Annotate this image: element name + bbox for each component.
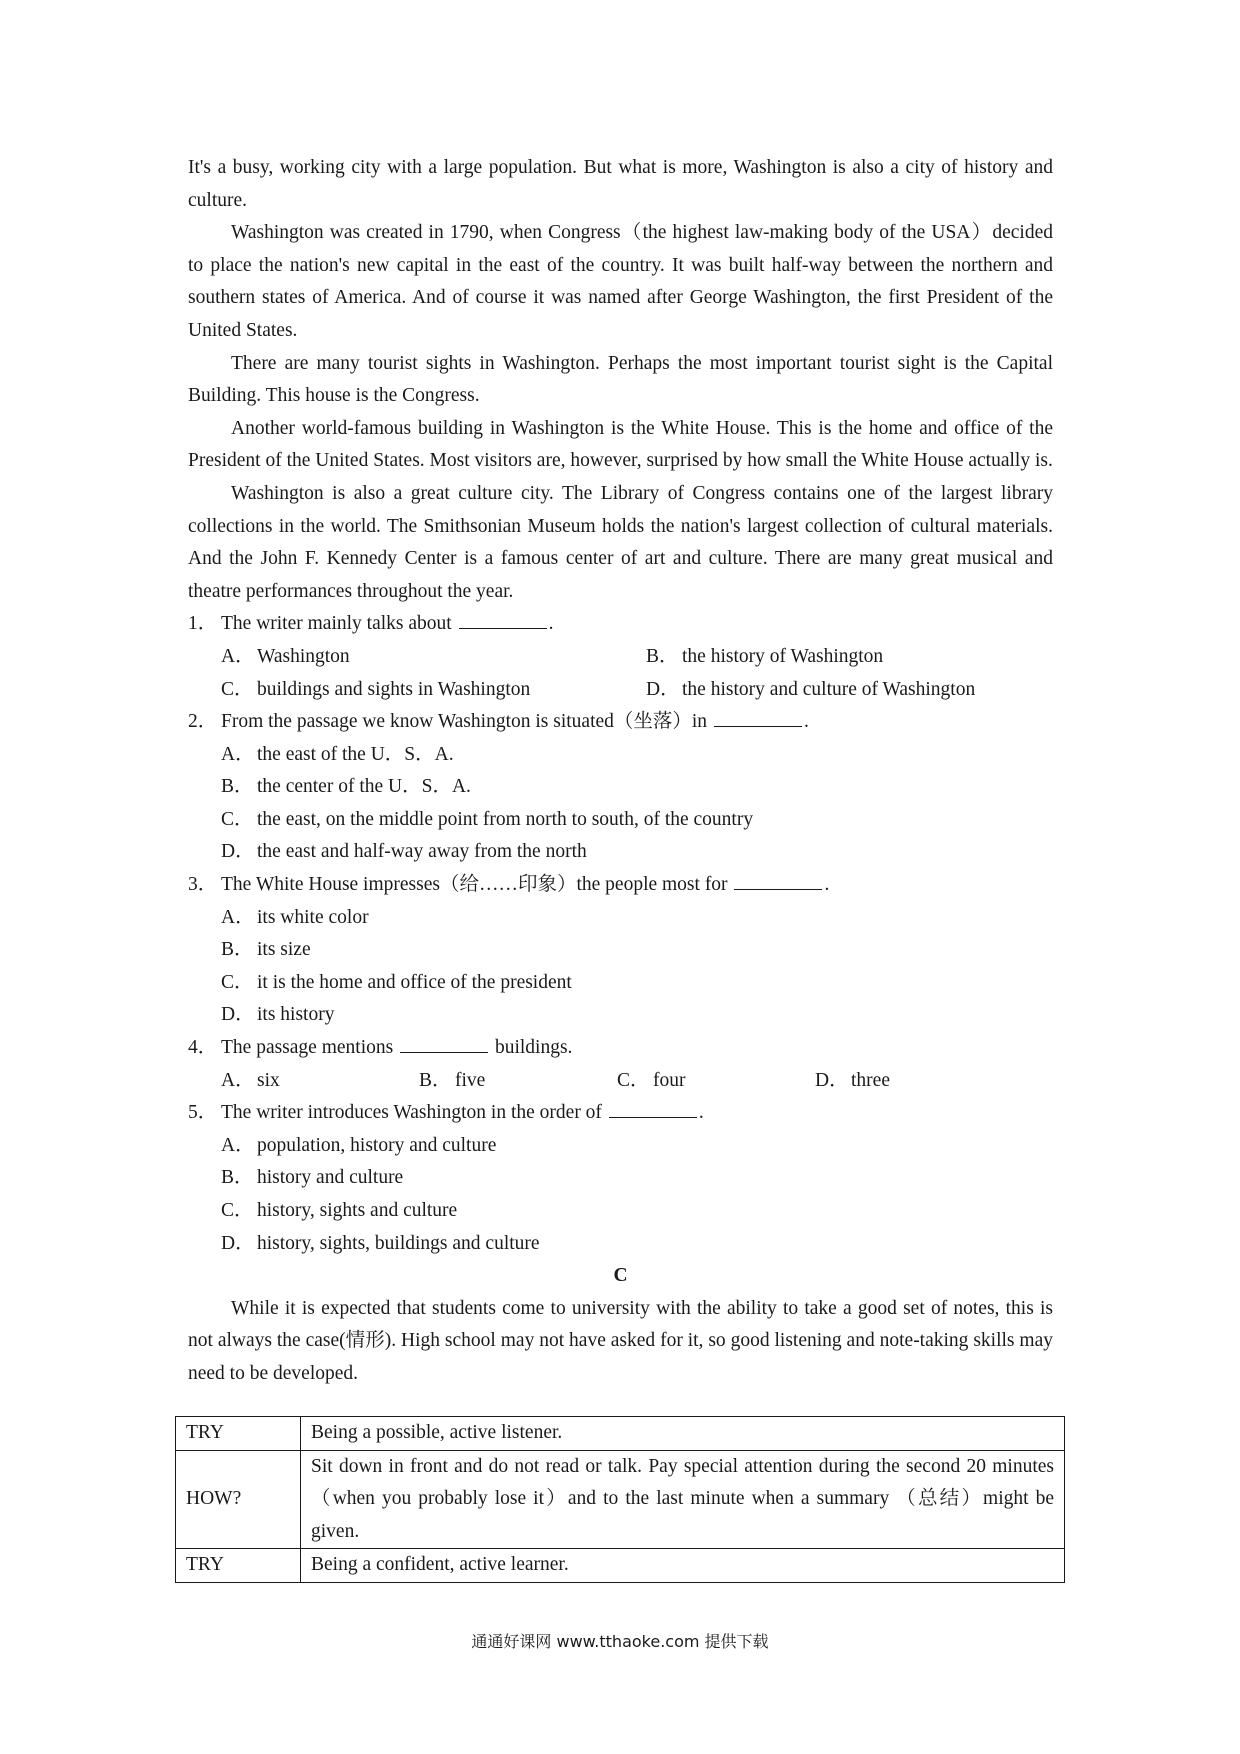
option-text: the history of Washington <box>682 645 884 667</box>
option-text: its history <box>257 1004 335 1026</box>
paragraph: There are many tourist sights in Washington. Perhaps the most important tourist sight is the Capital Building. This house is the Congress. <box>188 352 1053 407</box>
option-letter: D． <box>815 1069 849 1091</box>
question-number: 3． <box>188 874 218 896</box>
answer-blank <box>609 1099 697 1118</box>
question-1 <box>188 608 1053 641</box>
paragraph: Washington is also a great culture city. The Library of Congress contains one of the largest library collections in the world. The Smithsonian Museum holds the nation's largest collection of cultural materials. And the John F. Kennedy Center is a famous center of art and culture. There are many great musical and theatre performances throughout the year. <box>188 482 1053 602</box>
question-2 <box>188 706 1053 739</box>
option-letter: B． <box>419 1069 452 1091</box>
option-row <box>188 641 1053 674</box>
table-value: Being a possible, active listener. <box>301 1417 1065 1451</box>
option <box>188 804 1053 837</box>
option-text: its size <box>257 939 311 961</box>
option <box>188 1130 1053 1163</box>
answer-blank <box>459 610 547 629</box>
option <box>188 967 1053 1000</box>
option <box>188 771 1053 804</box>
option-letter: B． <box>221 776 254 798</box>
question-end: . <box>548 613 554 635</box>
option <box>188 934 1053 967</box>
option-text: buildings and sights in Washington <box>257 678 531 700</box>
option-text: history and culture <box>257 1167 404 1189</box>
option-letter: C． <box>221 971 254 993</box>
option <box>188 1195 1053 1228</box>
answer-blank <box>714 708 802 727</box>
table-key: TRY <box>176 1417 301 1451</box>
question-5 <box>188 1097 1053 1130</box>
paragraph: Washington was created in 1790, when Congress（the highest law-making body of the USA）decided to place the nation's new capital in the east of the country. It was built half-way between the northern and southern states of America. And of course it was named after George Washington, the first President of the United States. <box>188 222 1053 341</box>
option-letter: C． <box>221 1200 254 1221</box>
option-letter: C． <box>221 678 254 700</box>
option-letter: A． <box>221 906 255 928</box>
question-number: 1． <box>188 613 218 635</box>
table-key: TRY <box>176 1549 301 1583</box>
option-text: the history and culture of Washington <box>682 678 976 700</box>
option-text: history, sights and culture <box>257 1200 458 1221</box>
tips-table <box>175 1416 1065 1583</box>
question-text: The White House impresses（给……印象）the people most for <box>221 874 728 896</box>
question-number: 5． <box>188 1102 218 1124</box>
option-letter: D． <box>646 678 680 700</box>
option-text: it is the home and office of the president <box>257 971 572 993</box>
option-text: four <box>653 1069 686 1091</box>
option-letter: D． <box>221 1232 255 1254</box>
option-text: the east of the U．S．A. <box>257 743 454 765</box>
option-text: history, sights, buildings and culture <box>257 1232 540 1254</box>
table-row <box>176 1549 1065 1583</box>
question-3 <box>188 869 1053 902</box>
question-end: . <box>803 711 809 733</box>
option-letter: A． <box>221 1134 255 1156</box>
option-letter: C． <box>617 1069 650 1091</box>
table-value: Sit down in front and do not read or talk. Pay special attention during the second 20 minutes（when you probably lose it）and to the last minute when a summary （总结）might be given. <box>301 1450 1065 1549</box>
question-end: . <box>824 874 830 896</box>
table-value: Being a confident, active learner. <box>301 1549 1065 1583</box>
option-text: six <box>257 1069 280 1091</box>
option <box>188 1162 1053 1195</box>
option <box>188 902 1053 935</box>
option <box>188 999 1053 1032</box>
option-row <box>188 1065 1053 1098</box>
option <box>188 1228 1053 1261</box>
option-text: five <box>455 1069 486 1091</box>
question-text: From the passage we know Washington is situated（坐落）in <box>221 711 708 733</box>
option-text: the center of the U．S．A. <box>257 776 471 798</box>
answer-blank <box>400 1034 488 1053</box>
option-letter: B． <box>221 1167 254 1189</box>
paragraph: It's a busy, working city with a large population. But what is more, Washington is also a city of history and culture. <box>188 157 1053 211</box>
option-text: the east and half-way away from the north <box>257 841 587 863</box>
option-row <box>188 674 1053 707</box>
option-letter: A． <box>221 645 255 667</box>
option <box>188 739 1053 772</box>
paragraph: While it is expected that students come to university with the ability to take a good set of notes, this is not always the case(情形). High school may not have asked for it, so good listening and note-taking skills may need to be developed. <box>188 1297 1053 1384</box>
question-text: The passage mentions <box>221 1037 394 1059</box>
question-number: 4． <box>188 1037 218 1059</box>
option-letter: C． <box>221 808 254 830</box>
option-text: Washington <box>257 645 350 667</box>
question-number: 2． <box>188 711 218 733</box>
paragraph: Another world-famous building in Washington is the White House. This is the home and office of the President of the United States. Most visitors are, however, surprised by how small the White House actually is. <box>188 417 1053 472</box>
table-row <box>176 1450 1065 1549</box>
option-letter: B． <box>221 939 254 961</box>
table-row <box>176 1417 1065 1451</box>
option-text: three <box>851 1069 890 1091</box>
option-letter: D． <box>221 1004 255 1026</box>
answer-blank <box>734 871 822 890</box>
question-4 <box>188 1032 1053 1065</box>
section-heading: C <box>613 1265 628 1287</box>
option-letter: B． <box>646 645 679 667</box>
table-key: HOW? <box>176 1450 301 1549</box>
question-text: The writer introduces Washington in the order of <box>221 1102 602 1124</box>
question-end: . <box>698 1102 704 1124</box>
option-letter: A． <box>221 743 255 765</box>
option-text: the east, on the middle point from north to south, of the country <box>257 808 754 830</box>
option <box>188 836 1053 869</box>
option-text: population, history and culture <box>257 1134 497 1156</box>
option-text: its white color <box>257 906 369 928</box>
question-text: The writer mainly talks about <box>221 613 452 635</box>
option-letter: D． <box>221 841 255 863</box>
document-body <box>188 152 1053 1391</box>
question-end: buildings. <box>494 1037 573 1059</box>
page-footer: 通通好课网 www.tthaoke.com 提供下载 <box>471 1632 769 1651</box>
option-letter: A． <box>221 1069 255 1091</box>
